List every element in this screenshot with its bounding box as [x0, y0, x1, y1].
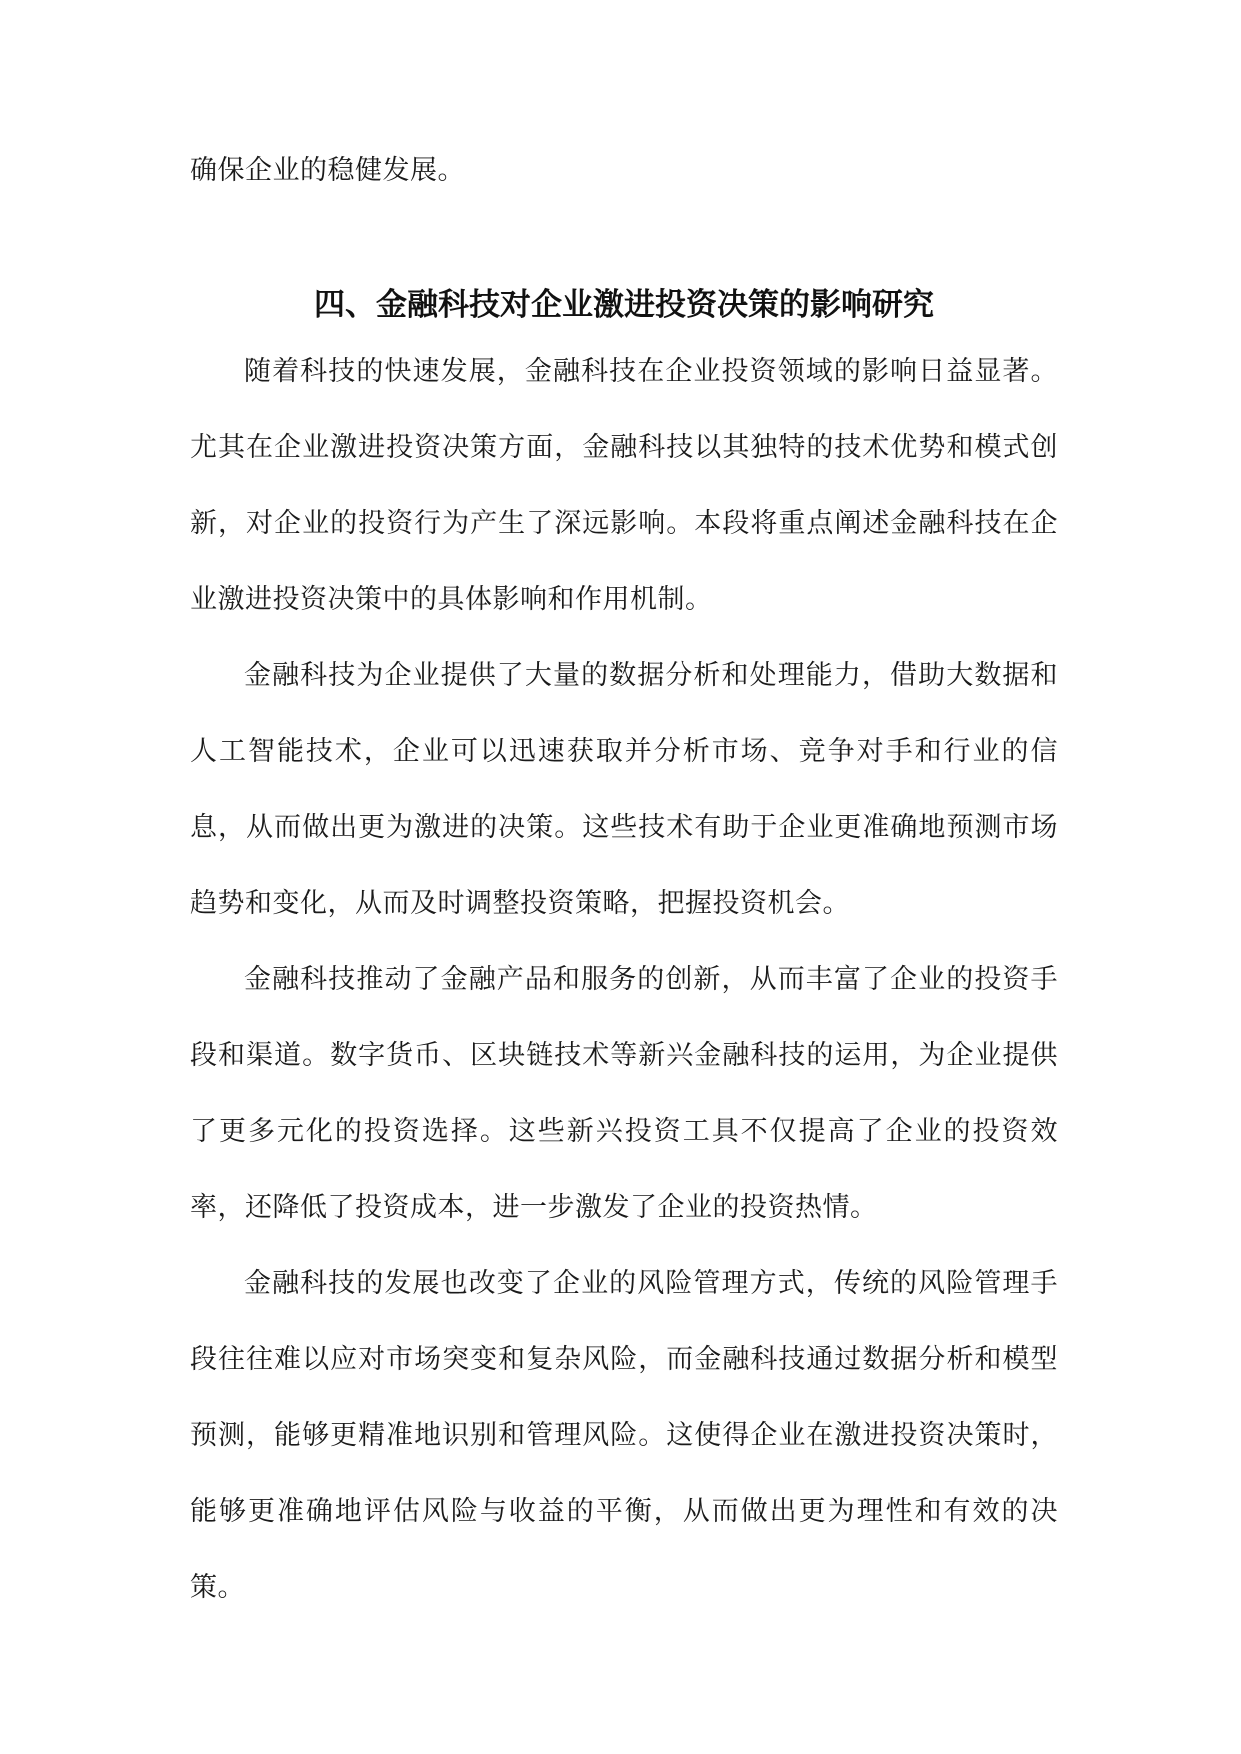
paragraph: 金融科技推动了金融产品和服务的创新，从而丰富了企业的投资手段和渠道。数字货币、区块链技术等新兴金融科技的运用，为企业提供了更多元化的投资选择。这些新兴投资工具不仅提高了企业的投资效率，还降低了投资成本，进一步激发了企业的投资热情。 — [190, 964, 1058, 1223]
paragraph: 金融科技为企业提供了大量的数据分析和处理能力，借助大数据和人工智能技术，企业可以迅速获取并分析市场、竞争对手和行业的信息，从而做出更为激进的决策。这些技术有助于企业更准确地预测市场趋势和变化，从而及时调整投资策略，把握投资机会。 — [190, 660, 1058, 919]
paragraph: 金融科技的发展也改变了企业的风险管理方式，传统的风险管理手段往往难以应对市场突变和复杂风险，而金融科技通过数据分析和模型预测，能够更精准地识别和管理风险。这使得企业在激进投资决策时，能够更准确地评估风险与收益的平衡，从而做出更为理性和有效的决策。 — [190, 1268, 1058, 1603]
section-body — [190, 334, 1058, 1626]
continuation-text: 确保企业的稳健发展。 — [190, 155, 465, 186]
paragraph: 随着科技的快速发展，金融科技在企业投资领域的影响日益显著。尤其在企业激进投资决策方面，金融科技以其独特的技术优势和模式创新，对企业的投资行为产生了深远影响。本段将重点阐述金融科技在企业激进投资决策中的具体影响和作用机制。 — [190, 356, 1058, 615]
section-heading: 四、金融科技对企业激进投资决策的影响研究 — [314, 286, 934, 323]
